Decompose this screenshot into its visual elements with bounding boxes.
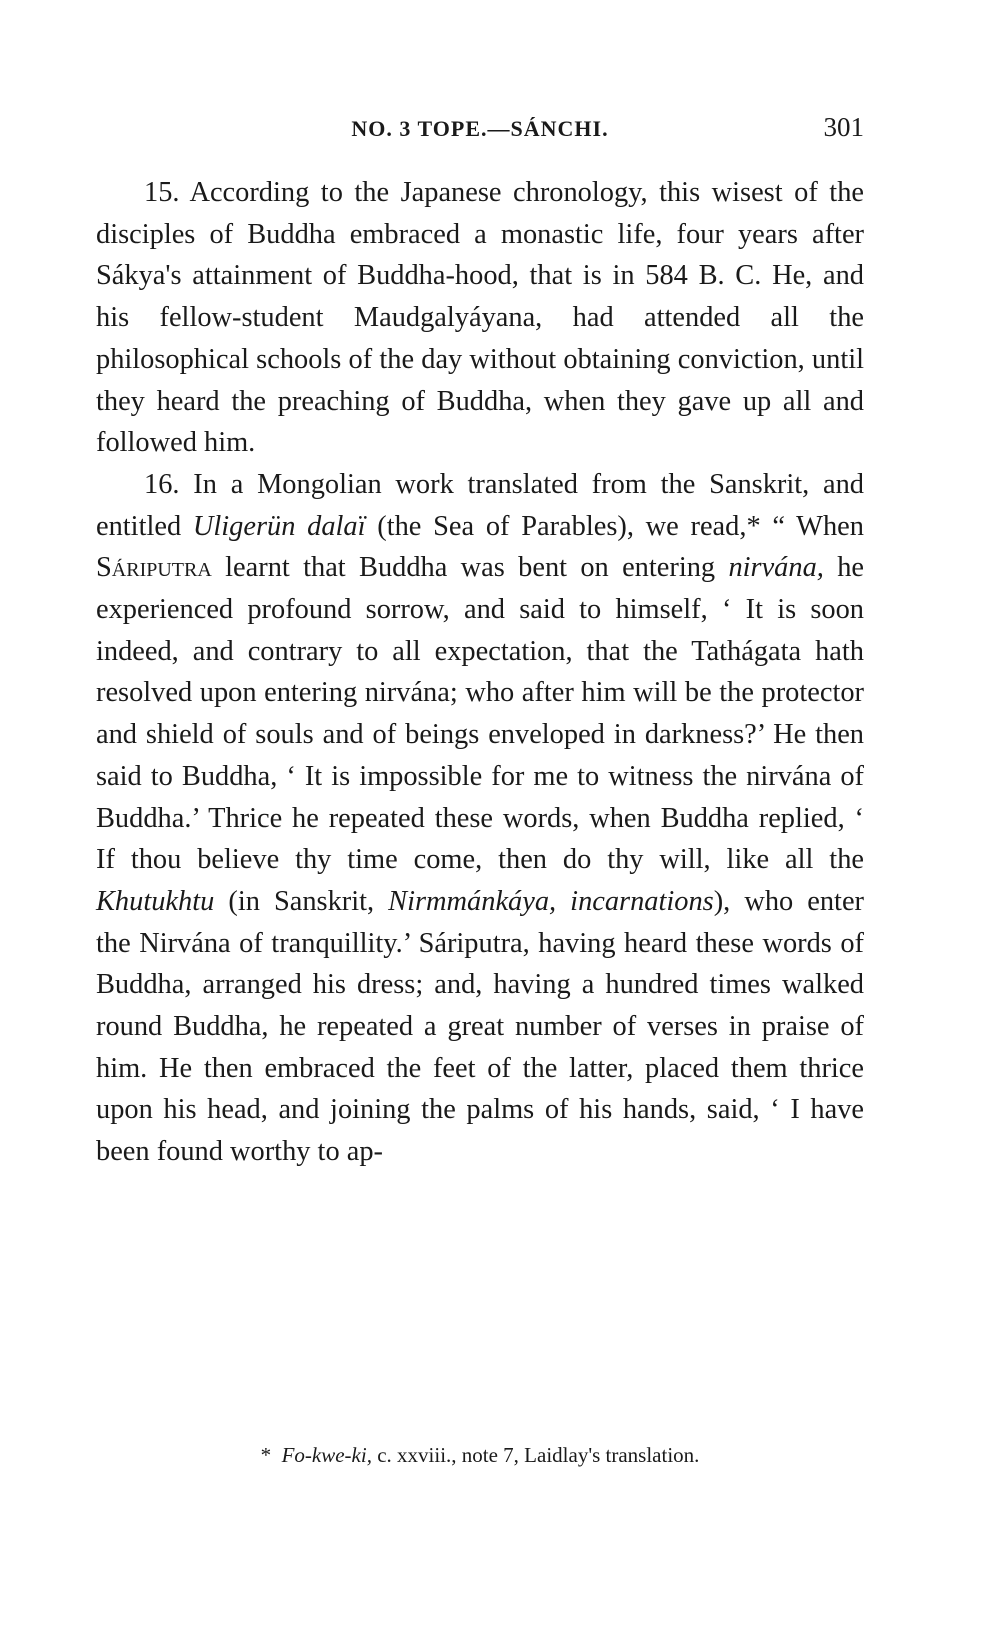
- paragraph-text: ), who enter the Nirvána of tranquillity.’ Sáriputra, having heard these words of Buddha, arranged his dress; and, having a hundred times walked round Buddha, he repeated a great number of verses in praise of him. He then embraced the feet of the latter, placed them thrice upon his head, and joining the palms of his hands, said, ‘ I have been found worthy to ap-: [96, 885, 865, 1168]
- person-name: Sáriputra: [96, 552, 212, 584]
- paragraph-text: He, and his fellow-student Maudgalyáyana, had attended all the philosophical schools of the day without obtaining conviction, until they heard the preaching of Buddha, when they gave up all and followed him.: [96, 260, 864, 459]
- term-nirvana: nirvána,: [728, 552, 824, 584]
- body-text: [96, 172, 864, 1173]
- term-khutukhtu: Khutukhtu: [96, 885, 215, 917]
- page-number: 301: [823, 112, 864, 142]
- paragraph-text: (the Sea of Parables), we read,* “ When: [377, 510, 864, 542]
- paragraph-text: According to the Japanese chronology, this wisest of the disciples of Buddha embraced a monastic life, four years after Sákya's attainment of Buddha-hood, that is in 584: [96, 177, 864, 292]
- footnote-text: c. xxviii., note 7, Laidlay's translation.: [377, 1443, 700, 1467]
- footnote: [96, 1440, 864, 1470]
- footnote-source: Fo-kwe-ki,: [281, 1443, 372, 1467]
- paragraph-number: 16.: [144, 468, 180, 500]
- era-abbreviation: B. C.: [698, 260, 762, 292]
- running-header: [96, 112, 864, 152]
- paragraph-16: [96, 464, 864, 1173]
- running-title: NO. 3 TOPE.—SÁNCHI.: [351, 116, 609, 141]
- paragraph-text: he experienced profound sorrow, and said to himself, ‘ It is soon indeed, and contrary to all expectation, that the Tathágata hath resolved upon entering nirvána; who after him will be the protector and shield of souls and of beings enveloped in darkness?’ He then said to Buddha, ‘ It is impossible for me to witness the nirvána of Buddha.’ Thrice he repeated these words, when Buddha replied, ‘ If thou believe thy time come, then do thy will, like all the: [96, 552, 865, 876]
- work-title: Uligerün dalaï: [192, 510, 366, 542]
- paragraph-text: In a Mongolian work translated from the Sanskrit, and entitled: [96, 468, 864, 542]
- footnote-marker: *: [260, 1443, 272, 1467]
- paragraph-text: (in Sanskrit,: [228, 885, 375, 917]
- paragraph-text: learnt that Buddha was bent on entering: [225, 552, 716, 584]
- paragraph-15: [96, 172, 864, 464]
- paragraph-number: 15.: [144, 177, 180, 208]
- term-nirmmankaya: Nirmmánkáya, incarnations: [388, 885, 714, 917]
